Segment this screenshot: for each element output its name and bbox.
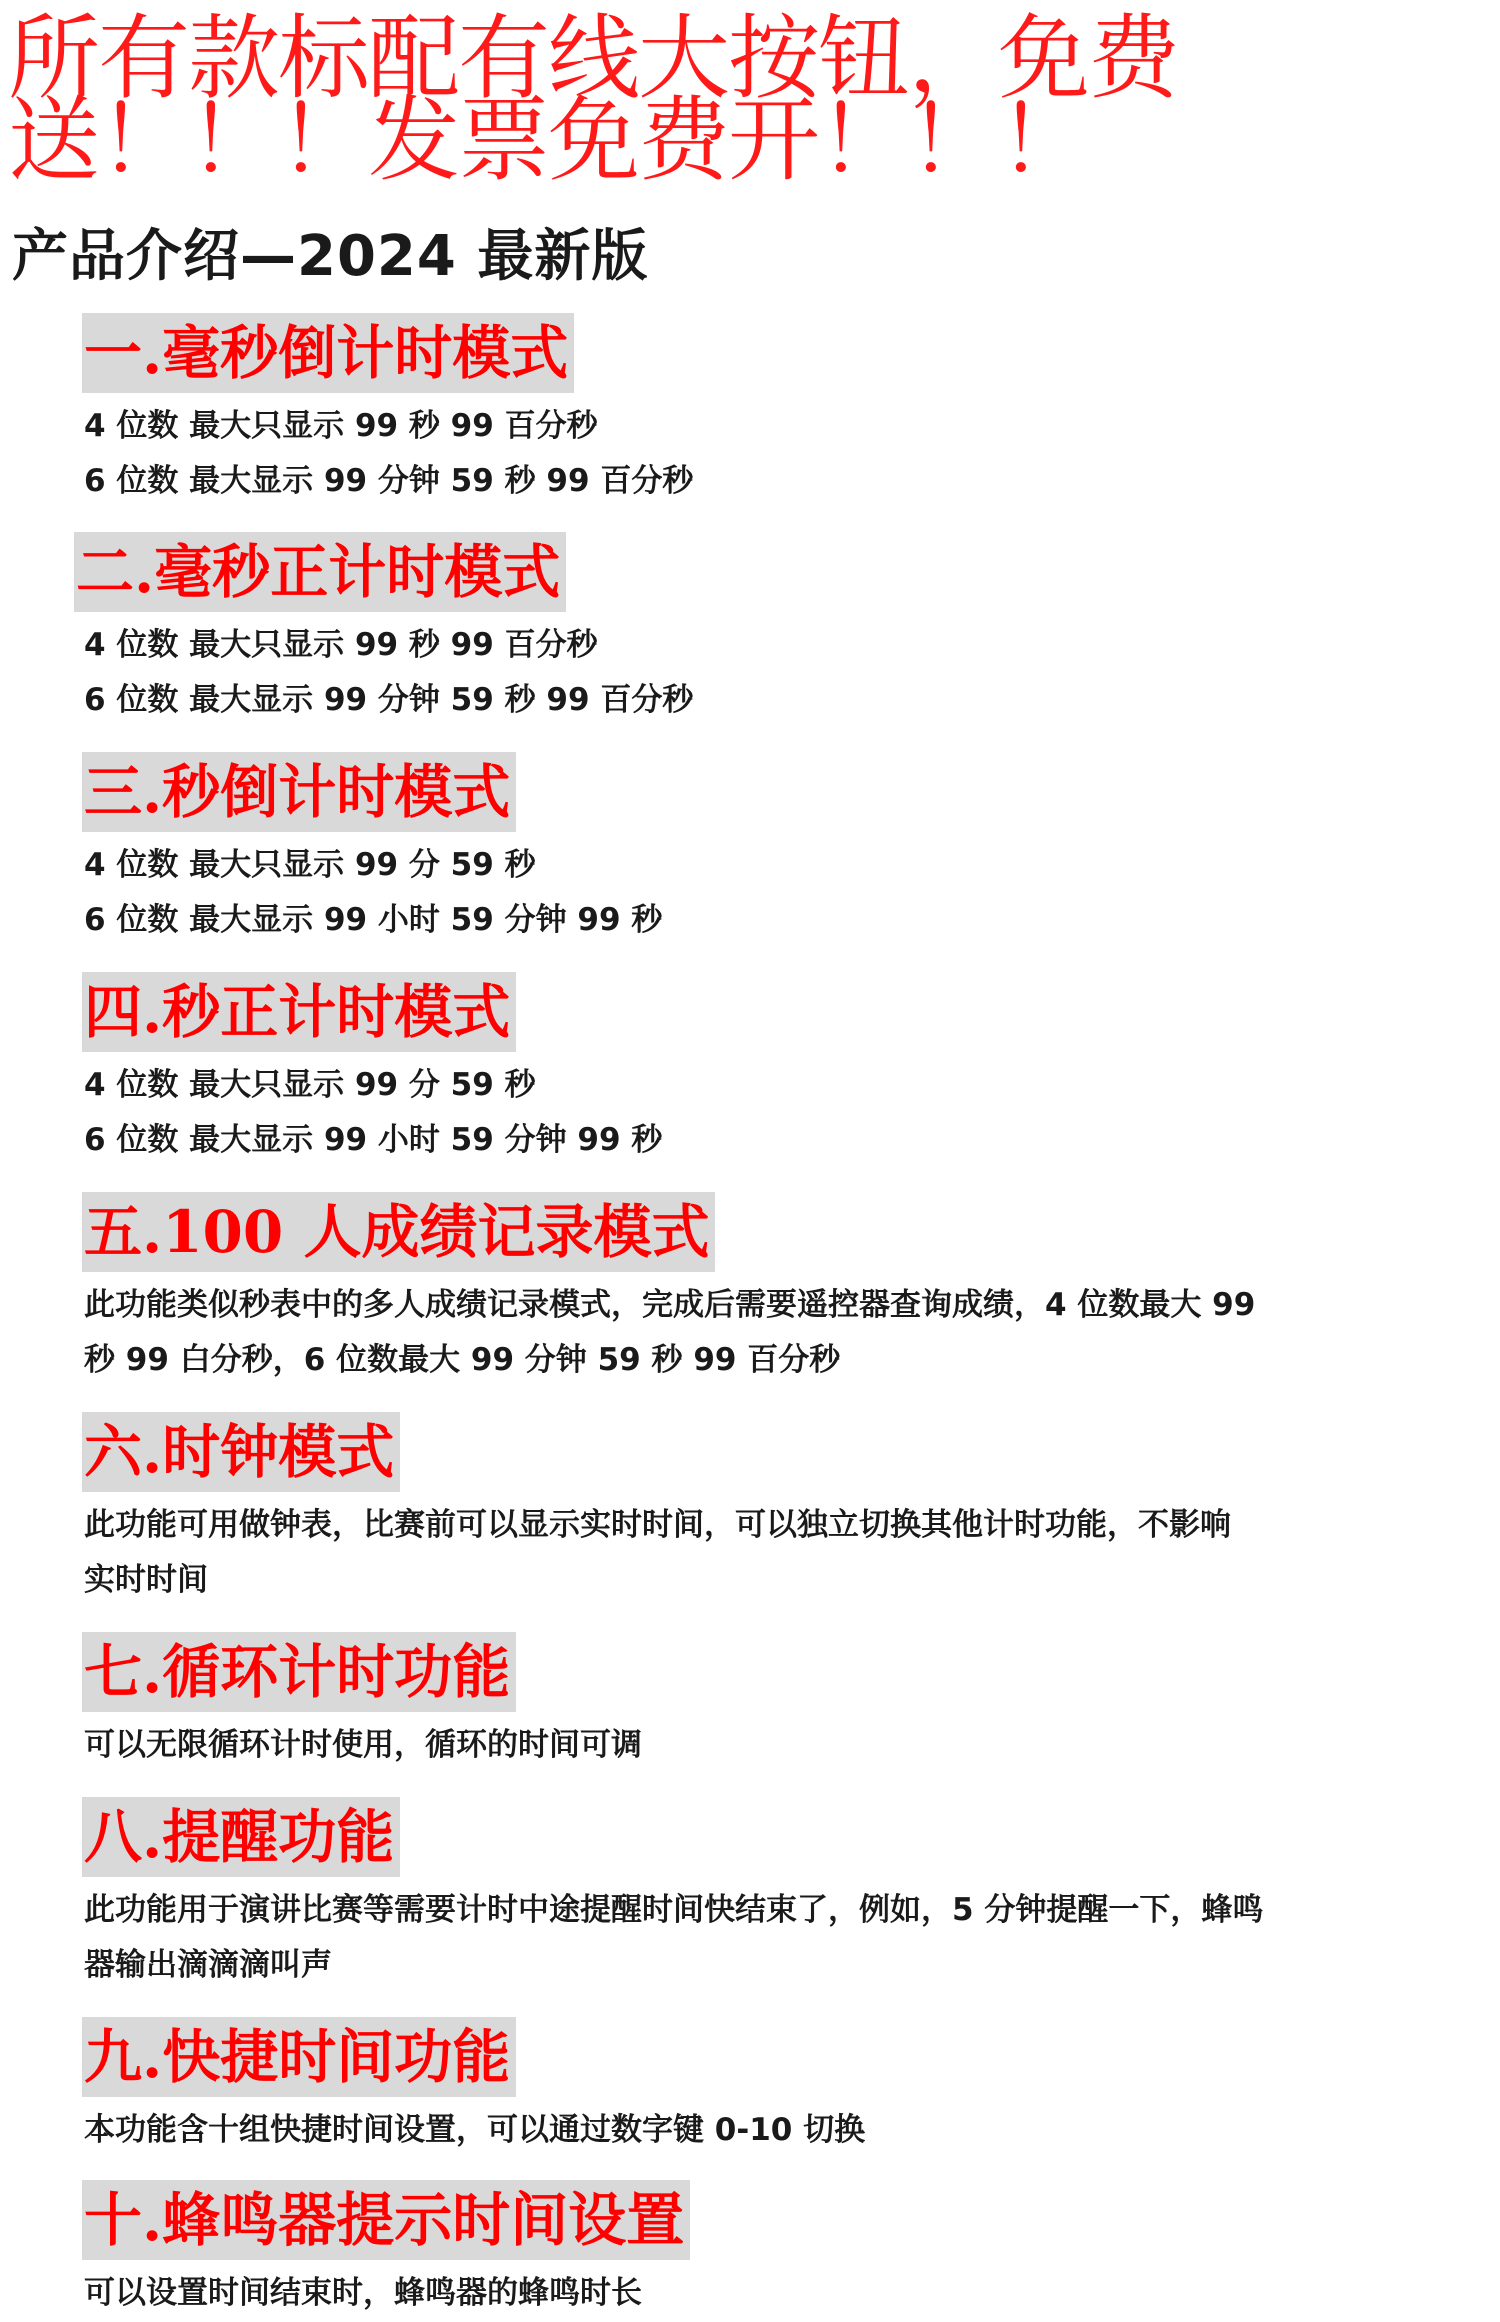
section-line: 4 位数 最大只显示 99 秒 99 百分秒 [84,627,598,663]
section-heading: 一.毫秒倒计时模式 [82,313,574,393]
section-heading: 七.循环计时功能 [82,1632,516,1712]
section-heading: 九.快捷时间功能 [82,2017,516,2097]
section-10 [82,2180,1482,2321]
section-line: 6 位数 最大显示 99 分钟 59 秒 99 百分秒 [84,463,694,499]
promo-banner-line-1: 所有款标配有线大按钮，免费 [8,5,1179,112]
promo-banner [8,5,1308,194]
section-line: 6 位数 最大显示 99 小时 59 分钟 99 秒 [84,902,663,938]
section-line: 此功能可用做钟表，比赛前可以显示实时时间，可以独立切换其他计时功能，不影响 [84,1507,1231,1543]
section-line: 4 位数 最大只显示 99 分 59 秒 [84,1067,536,1103]
section-line: 本功能含十组快捷时间设置，可以通过数字键 0-10 切换 [84,2112,866,2148]
section-heading: 六.时钟模式 [82,1412,400,1492]
section-7 [82,1632,1482,1773]
section-4 [82,972,1482,1168]
section-line: 可以无限循环计时使用，循环的时间可调 [84,1727,642,1763]
section-heading: 二.毫秒正计时模式 [74,532,566,612]
section-line: 实时时间 [84,1562,208,1598]
section-3 [82,752,1482,948]
section-6 [82,1412,1482,1608]
section-5 [82,1192,1482,1388]
section-heading: 三.秒倒计时模式 [82,752,516,832]
section-heading: 四.秒正计时模式 [82,972,516,1052]
section-9 [82,2017,1482,2158]
section-paragraph [82,1498,1474,1608]
section-line: 6 位数 最大显示 99 小时 59 分钟 99 秒 [84,1122,663,1158]
section-line: 器输出滴滴滴叫声 [84,1947,332,1983]
section-paragraph [82,1278,1474,1388]
section-2 [74,532,1474,728]
promo-banner-line-2: 送！！！发票免费开！！！ [8,87,1089,194]
section-8 [82,1797,1482,1993]
section-heading: 八.提醒功能 [82,1797,400,1877]
section-line: 此功能用于演讲比赛等需要计时中途提醒时间快结束了，例如，5 分钟提醒一下，蜂鸣 [84,1892,1264,1928]
section-line: 此功能类似秒表中的多人成绩记录模式，完成后需要遥控器查询成绩，4 位数最大 99 [84,1287,1256,1323]
section-heading: 十.蜂鸣器提示时间设置 [82,2180,690,2260]
section-paragraph [82,1883,1474,1993]
section-line: 4 位数 最大只显示 99 分 59 秒 [84,847,536,883]
section-line: 6 位数 最大显示 99 分钟 59 秒 99 百分秒 [84,682,694,718]
section-1 [82,313,1482,509]
section-line: 4 位数 最大只显示 99 秒 99 百分秒 [84,408,598,444]
section-line: 可以设置时间结束时，蜂鸣器的蜂鸣时长 [84,2275,642,2311]
section-heading: 五.100 人成绩记录模式 [82,1192,715,1272]
document-title: 产品介绍—2024 最新版 [12,224,649,289]
section-line: 秒 99 白分秒，6 位数最大 99 分钟 59 秒 99 百分秒 [84,1342,841,1378]
